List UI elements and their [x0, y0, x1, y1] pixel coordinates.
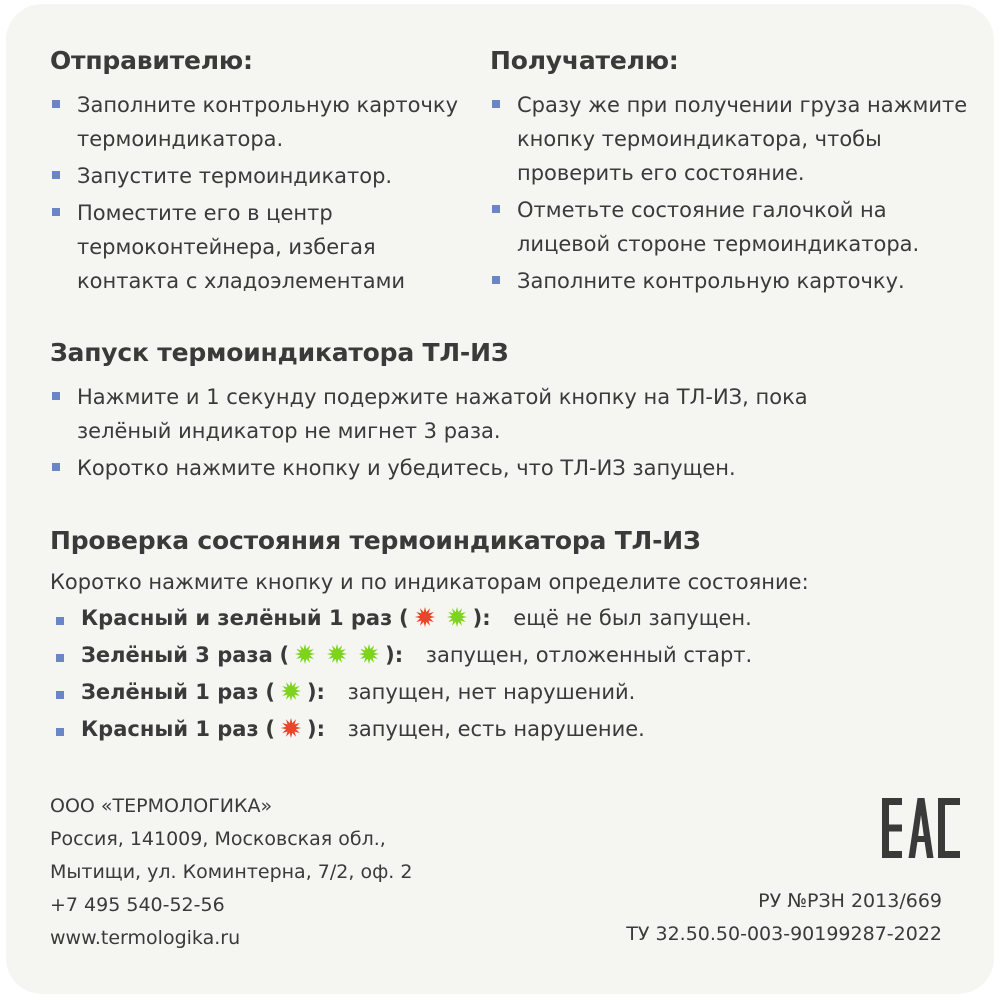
check-lead: Коротко нажмите кнопку и по индикаторам определите состояние:	[50, 570, 809, 594]
bullet-icon	[56, 617, 64, 625]
bullet-icon	[56, 728, 64, 736]
green-led-icon	[358, 643, 380, 665]
launch-heading: Запуск термоиндикатора ТЛ-ИЗ	[50, 338, 509, 367]
state-green-1: Зелёный 1 раз ( ): запущен, нет нарушений.	[54, 680, 635, 704]
instruction-card	[6, 4, 994, 994]
launch-item: Нажмите и 1 секунду подержите нажатой кнопку на ТЛ-ИЗ, пока зелёный индикатор не мигнет 3 раза.	[50, 380, 890, 448]
green-led-icon	[326, 643, 348, 665]
state-red-green: Красный и зелёный 1 раз ( ): ещё не был запущен.	[54, 606, 752, 630]
sender-heading: Отправителю:	[50, 46, 253, 75]
red-led-icon	[280, 717, 302, 739]
company-name: ООО «ТЕРМОЛОГИКА»	[50, 795, 273, 817]
sender-item: Заполните контрольную карточку термоиндикатора.	[50, 88, 460, 156]
state-green-3: Зелёный 3 раза ( ): запущен, отложенный старт.	[54, 643, 752, 667]
registration-ru: РУ №РЗН 2013/669	[758, 890, 942, 912]
red-led-icon	[414, 606, 436, 628]
sender-item: Поместите его в центр термоконтейнера, избегая контакта с хладоэлементами	[50, 196, 460, 298]
receiver-item: Заполните контрольную карточку.	[490, 264, 968, 298]
bullet-icon	[492, 276, 500, 284]
bullet-icon	[52, 463, 60, 471]
green-led-icon	[280, 680, 302, 702]
green-led-icon	[294, 643, 316, 665]
state-red-1: Красный 1 раз ( ): запущен, есть нарушение.	[54, 717, 645, 741]
sender-list	[50, 88, 460, 301]
receiver-list	[490, 88, 968, 301]
bullet-icon	[52, 392, 60, 400]
bullet-icon	[492, 205, 500, 213]
receiver-item: Сразу же при получении груза нажмите кнопку термоиндикатора, чтобы проверить его состояние.	[490, 88, 968, 190]
receiver-item: Отметьте состояние галочкой на лицевой стороне термоиндикатора.	[490, 193, 968, 261]
company-phone: +7 495 540-52-56	[50, 894, 225, 916]
bullet-icon	[492, 100, 500, 108]
check-heading: Проверка состояния термоиндикатора ТЛ-ИЗ	[50, 526, 701, 555]
launch-list	[50, 380, 890, 488]
registration-tu: ТУ 32.50.50-003-90199287-2022	[626, 923, 942, 945]
bullet-icon	[56, 654, 64, 662]
bullet-icon	[52, 171, 60, 179]
green-led-icon	[446, 606, 468, 628]
company-address-line2: Мытищи, ул. Коминтерна, 7/2, оф. 2	[50, 861, 413, 883]
company-address-line1: Россия, 141009, Московская обл.,	[50, 828, 386, 850]
bullet-icon	[52, 100, 60, 108]
eac-mark-icon	[882, 798, 960, 858]
company-website: www.termologika.ru	[50, 927, 241, 949]
launch-item: Коротко нажмите кнопку и убедитесь, что ТЛ-ИЗ запущен.	[50, 451, 890, 485]
company-info	[50, 790, 412, 955]
sender-item: Запустите термоиндикатор.	[50, 159, 460, 193]
bullet-icon	[56, 691, 64, 699]
bullet-icon	[52, 208, 60, 216]
receiver-heading: Получателю:	[490, 46, 679, 75]
